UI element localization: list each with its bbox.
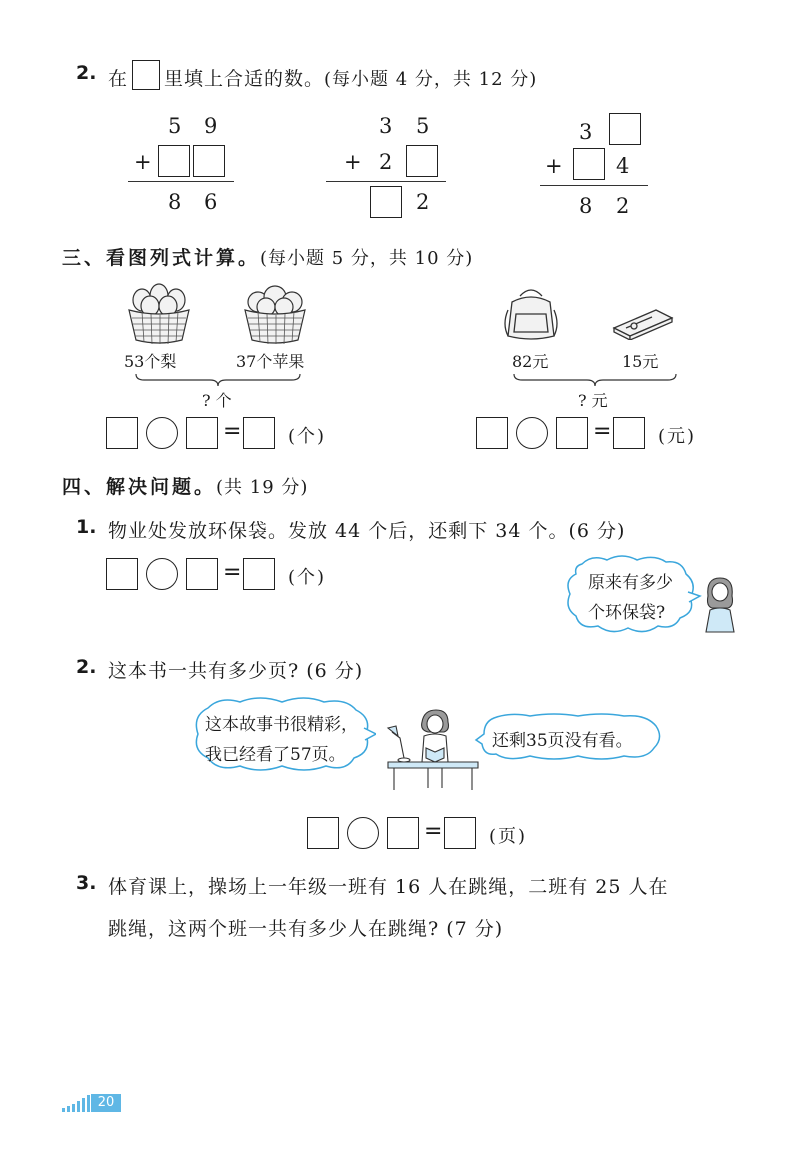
speech-bubble-icon <box>562 552 702 638</box>
right-question: ? 元 <box>578 391 608 410</box>
pencil-case-price: 15元 <box>622 352 659 371</box>
p1-answer-box-tens[interactable] <box>158 145 190 177</box>
s4-q2-left-bubble-line2: 我已经看了57页。 <box>205 745 346 765</box>
p1-top-tens: 5 <box>168 114 182 138</box>
right-eq-answer-box[interactable] <box>613 417 645 449</box>
p3-result-ones: 2 <box>616 194 630 218</box>
section-3-title: 三、看图列式计算。 <box>62 247 261 269</box>
left-eq-equals: = <box>223 419 242 444</box>
s4-q1-bubble-line1: 原来有多少 <box>588 573 673 593</box>
p1-top-ones: 9 <box>204 114 218 138</box>
left-brace <box>134 372 302 388</box>
p2-top-tens: 3 <box>379 114 393 138</box>
p1-result-tens: 8 <box>168 190 182 214</box>
s4-q1-equals: = <box>223 560 242 585</box>
page-bars-icon <box>62 1094 92 1112</box>
p1-plus-sign: + <box>134 150 152 174</box>
p2-plus-sign: + <box>344 150 362 174</box>
right-eq-operator-circle[interactable] <box>516 417 548 449</box>
s4-q1-box-1[interactable] <box>106 558 138 590</box>
q2-text-before: 在 <box>108 68 129 90</box>
pear-label: 53个梨 <box>124 352 177 371</box>
s4-q2-left-bubble-line1: 这本故事书很精彩， <box>205 715 358 735</box>
girl-character-icon <box>700 574 740 634</box>
p1-rule <box>128 181 234 182</box>
backpack-icon <box>500 284 562 344</box>
left-question: ? 个 <box>202 391 232 410</box>
p3-result-tens: 8 <box>579 194 593 218</box>
p3-second-ones: 4 <box>616 154 630 178</box>
right-eq-box-1[interactable] <box>476 417 508 449</box>
s4-q1-unit: (个) <box>288 567 327 588</box>
section-3-heading <box>62 243 473 270</box>
q2-number: 2. <box>76 62 97 84</box>
left-eq-box-1[interactable] <box>106 417 138 449</box>
p3-plus-sign: + <box>545 154 563 178</box>
boy-reading-at-desk-icon <box>378 708 482 792</box>
p2-top-ones: 5 <box>416 114 430 138</box>
pencil-case-icon <box>612 300 674 340</box>
p2-result-ones: 2 <box>416 190 430 214</box>
backpack-price: 82元 <box>512 352 549 371</box>
p3-top-tens: 3 <box>579 120 593 144</box>
s4-q1-number: 1. <box>76 516 97 538</box>
s4-q1-box-2[interactable] <box>186 558 218 590</box>
pear-basket-icon <box>124 282 194 344</box>
q2-header <box>76 62 96 84</box>
p3-answer-box-second-tens[interactable] <box>573 148 605 180</box>
p3-rule <box>540 185 648 186</box>
right-eq-box-2[interactable] <box>556 417 588 449</box>
section-4-heading <box>62 472 308 499</box>
sample-answer-box <box>132 60 160 90</box>
left-eq-answer-box[interactable] <box>243 417 275 449</box>
apple-label: 37个苹果 <box>236 352 305 371</box>
p1-answer-box-ones[interactable] <box>193 145 225 177</box>
section-3-score: (每小题 5 分，共 10 分) <box>260 248 474 269</box>
section-4-score: (共 19 分) <box>216 477 309 498</box>
p3-answer-box-top-ones[interactable] <box>609 113 641 145</box>
p2-answer-box-ones[interactable] <box>406 145 438 177</box>
p1-result-ones: 6 <box>204 190 218 214</box>
s4-q1-answer-box[interactable] <box>243 558 275 590</box>
s4-q3-line2: 跳绳，这两个班一共有多少人在跳绳? (7 分) <box>108 918 504 940</box>
left-eq-operator-circle[interactable] <box>146 417 178 449</box>
right-brace <box>512 372 678 388</box>
q2-instruction: 里填上合适的数。(每小题 4 分，共 12 分) <box>164 68 538 90</box>
p2-second-tens: 2 <box>379 150 393 174</box>
s4-q2-equals: = <box>424 819 443 844</box>
s4-q3-line1: 体育课上，操场上一年级一班有 16 人在跳绳，二班有 25 人在 <box>108 876 669 898</box>
left-eq-unit: (个) <box>288 426 327 447</box>
right-eq-equals: = <box>593 419 612 444</box>
p2-answer-box-result-tens[interactable] <box>370 186 402 218</box>
s4-q1-text: 物业处发放环保袋。发放 44 个后，还剩下 34 个。(6 分) <box>108 520 626 542</box>
s4-q3-number: 3. <box>76 872 97 894</box>
s4-q2-operator-circle[interactable] <box>347 817 379 849</box>
s4-q2-text: 这本书一共有多少页? (6 分) <box>108 660 364 682</box>
left-eq-box-2[interactable] <box>186 417 218 449</box>
s4-q2-right-bubble-text: 还剩35页没有看。 <box>492 731 633 751</box>
page-number: 20 <box>91 1094 121 1112</box>
right-eq-unit: (元) <box>658 426 697 447</box>
s4-q2-number: 2. <box>76 656 97 678</box>
s4-q2-box-2[interactable] <box>387 817 419 849</box>
s4-q2-answer-box[interactable] <box>444 817 476 849</box>
section-4-title: 四、解决问题。 <box>62 476 217 498</box>
p2-rule <box>326 181 446 182</box>
apple-basket-icon <box>240 282 310 344</box>
s4-q2-box-1[interactable] <box>307 817 339 849</box>
s4-q1-bubble-line2: 个环保袋? <box>588 603 666 623</box>
s4-q2-unit: (页) <box>489 826 528 847</box>
s4-q1-operator-circle[interactable] <box>146 558 178 590</box>
